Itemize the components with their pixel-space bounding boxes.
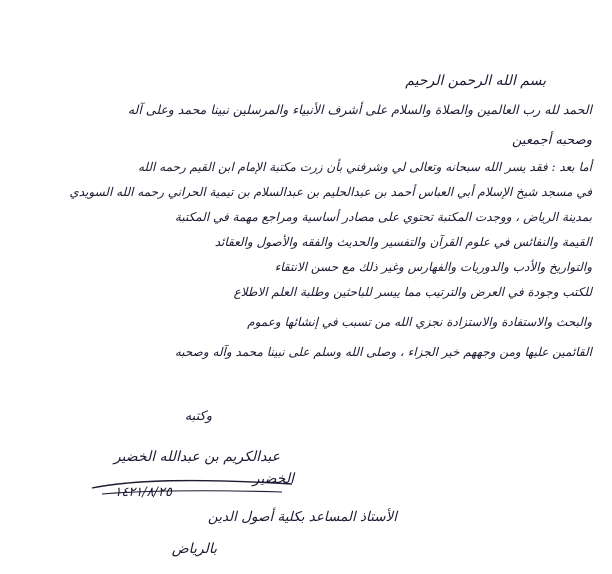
opening-praise-continuation: وصحبه أجمعين [512, 133, 592, 148]
body-line-4: القيمة والنفائس في علوم القرآن والتفسير والحديث والفقه والأصول والعقائد [214, 235, 592, 249]
signoff-location: بالرياض [171, 541, 217, 557]
signer-name: عبدالكريم بن عبدالله الخضير [113, 449, 280, 465]
body-line-6: للكتب وجودة في العرض والترتيب مما ييسر للباحثين وطلبة العلم الاطلاع [233, 285, 592, 299]
body-line-1: أما بعد : فقد يسر الله سبحانه وتعالى لي وشرفني بأن زرت مكتبة الإمام ابن القيم رحمه الله [137, 160, 592, 174]
handwritten-signature: الخضير [252, 471, 294, 487]
basmala-heading: بسم الله الرحمن الرحيم [405, 73, 546, 89]
signature-flourish [82, 440, 302, 520]
body-line-8: القائمين عليها ومن وجههم خير الجزاء ، وصلى الله وسلم على نبينا محمد وآله وصحبه [174, 345, 592, 359]
opening-praise-line: الحمد لله رب العالمين والصلاة والسلام على أشرف الأنبياء والمرسلين نبينا محمد وعلى آله [127, 102, 592, 117]
body-line-2: في مسجد شيخ الإسلام أبي العباس أحمد بن عبدالحليم بن عبدالسلام بن تيمية الحراني رحمه الله السويدي [69, 185, 592, 199]
body-line-3: بمدينة الرياض ، ووجدت المكتبة تحتوي على مصادر أساسية ومراجع مهمة في المكتبة [174, 210, 592, 224]
closing-text: وكتبه [184, 409, 212, 424]
body-line-7: والبحث والاستفادة والاستزادة نجزي الله من تسبب في إنشائها وعموم [247, 315, 592, 329]
signature-date: ١٤٢١/٨/٢٥ [114, 485, 172, 500]
body-line-5: والتواريخ والأدب والدوريات والفهارس وغير ذلك مع حسن الانتقاء [274, 260, 592, 274]
signer-title: الأستاذ المساعد بكلية أصول الدين [207, 509, 397, 525]
